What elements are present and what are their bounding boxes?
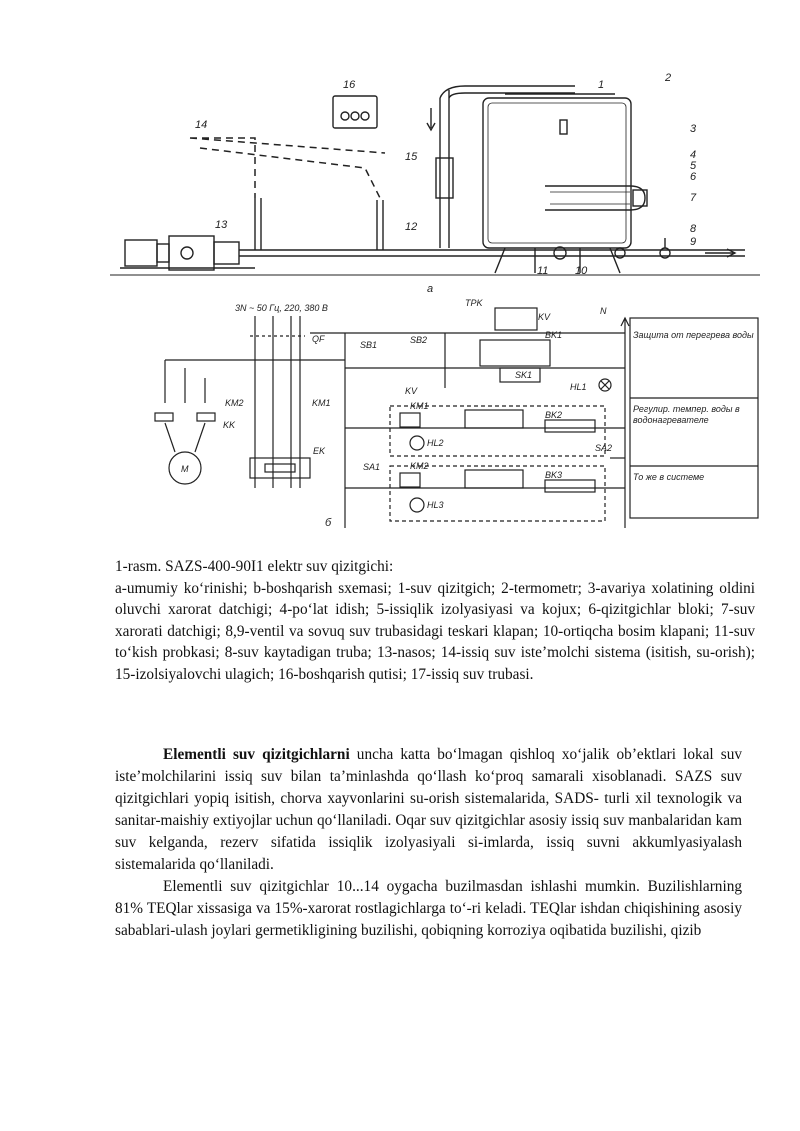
figure-water-heater xyxy=(105,68,765,548)
label-hl2: HL2 xyxy=(427,438,444,448)
paragraph-1-bold: Elementli suv qizitgichlarni xyxy=(163,746,350,763)
label-km1: KM1 xyxy=(410,401,429,411)
label-part-6: 6 xyxy=(690,171,697,183)
label-supply: 3N ~ 50 Гц, 220, 380 В xyxy=(235,303,328,313)
label-part-12: 12 xyxy=(405,221,418,233)
label-hl3: HL3 xyxy=(427,500,444,510)
label-vk2: BK2 xyxy=(545,410,563,420)
label-part-11: 11 xyxy=(537,265,549,277)
label-kk: KK xyxy=(223,420,236,430)
label-part-1: 1 xyxy=(598,79,605,91)
label-sb2: SB2 xyxy=(410,335,428,345)
label-part-9: 9 xyxy=(690,236,697,248)
label-n: N xyxy=(600,306,607,316)
label-part-2: 2 xyxy=(665,72,672,84)
legend-regulation: Регулир. темпер. воды в водонагревателе xyxy=(633,404,740,425)
label-hl1: HL1 xyxy=(570,382,587,392)
label-part-4: 4 xyxy=(690,149,697,161)
label-part-14: 14 xyxy=(195,119,208,131)
label-km2: KM2 xyxy=(410,461,429,471)
label-view-b: б xyxy=(325,517,332,529)
label-kv: KV xyxy=(405,386,418,396)
label-km2-motor: KM2 xyxy=(225,398,244,408)
body-text xyxy=(115,744,742,942)
label-tpk: TPK xyxy=(465,298,483,308)
figure-drawing xyxy=(105,68,765,548)
label-qf: QF xyxy=(312,334,325,344)
label-view-a: a xyxy=(427,283,434,295)
label-part-15: 15 xyxy=(405,151,418,163)
label-part-13: 13 xyxy=(215,219,228,231)
label-sk1: SK1 xyxy=(515,370,533,380)
caption-title: 1-rasm. SAZS-400-90I1 elektr suv qizitgichi: xyxy=(115,558,394,575)
paragraph-2: Elementli suv qizitgichlar 10...14 oygacha buzilmasdan ishlashi mumkin. Buzilishlarning 81% TEQlar xissasiga va 15%-xarorat rostlagichlarga to‘-ri keladi. TEQlar ishdan chiqishining asosiy sabablari-ulash joylari germetikligining buzilishi, qobiqning korroziya oqibatida buzilishi, qizib xyxy=(115,878,742,939)
paragraph-1 xyxy=(115,744,742,876)
label-part-7: 7 xyxy=(690,192,697,204)
legend-overheat: Защита от перегрева воды xyxy=(633,330,754,340)
label-vk3: BK3 xyxy=(545,470,563,480)
figure-caption xyxy=(115,556,755,685)
label-part-3: 3 xyxy=(690,123,697,135)
label-part-5: 5 xyxy=(690,160,697,172)
label-vk1: BK1 xyxy=(545,330,563,340)
label-kv-top: KV xyxy=(538,312,551,322)
paragraph-1-rest: uncha katta bo‘lmagan qishloq xo‘jalik ob’ektlari lokal suv iste’molchilarini issiq suv bilan ta’minlashda qo‘llash ko‘proq samarali xisoblanadi. SAZS suv qizitgichlari yopiq isitish, chorva xayvonlarini su-orish sistemalarida, SADS- turli xil texnologik va sanitar-maishiy extiyojlar uchun qo‘llaniladi. Oqar suv qizitgichlar asosiy issiq suv manbalaridan kam suv kelganda, rezerv sifatida issiqlik izolyasiyali si-imlarda, issiq suvni akkumlyasiyalash sistemalarida qo‘llaniladi. xyxy=(115,746,742,873)
label-part-10: 10 xyxy=(575,265,588,277)
label-part-16: 16 xyxy=(343,79,356,91)
label-sb1: SB1 xyxy=(360,340,378,350)
caption-text: a-umumiy ko‘rinishi; b-boshqarish sxemasi; 1-suv qizitgich; 2-termometr; 3-avariya xolatining oldini oluvchi xarorat datchigi; 4-po‘lat idish; 5-issiqlik izolyasiyasi va kojux; 6-qizitgichlar bloki; 7-suv xarorati datchigi; 8,9-ventil va sovuq suv trubasidagi teskari klapan; 10-ortiqcha bosim klapani; 11-suv to‘kish probkasi; 8-suv kaytadigan truba; 13-nasos; 14-issiq suv iste’molchi sistema (isitish, su-orish); 15-izolsiyalovchi ulagich; 16-boshqarish qutisi; 17-issiq suv trubasi. xyxy=(115,579,755,683)
label-ek: EK xyxy=(313,446,326,456)
legend-system: То же в системе xyxy=(633,472,705,482)
label-km1-power: KM1 xyxy=(312,398,331,408)
label-part-8: 8 xyxy=(690,223,697,235)
label-sa1: SA1 xyxy=(363,462,381,472)
label-sa2: SA2 xyxy=(595,443,613,453)
label-motor: M xyxy=(181,464,189,474)
